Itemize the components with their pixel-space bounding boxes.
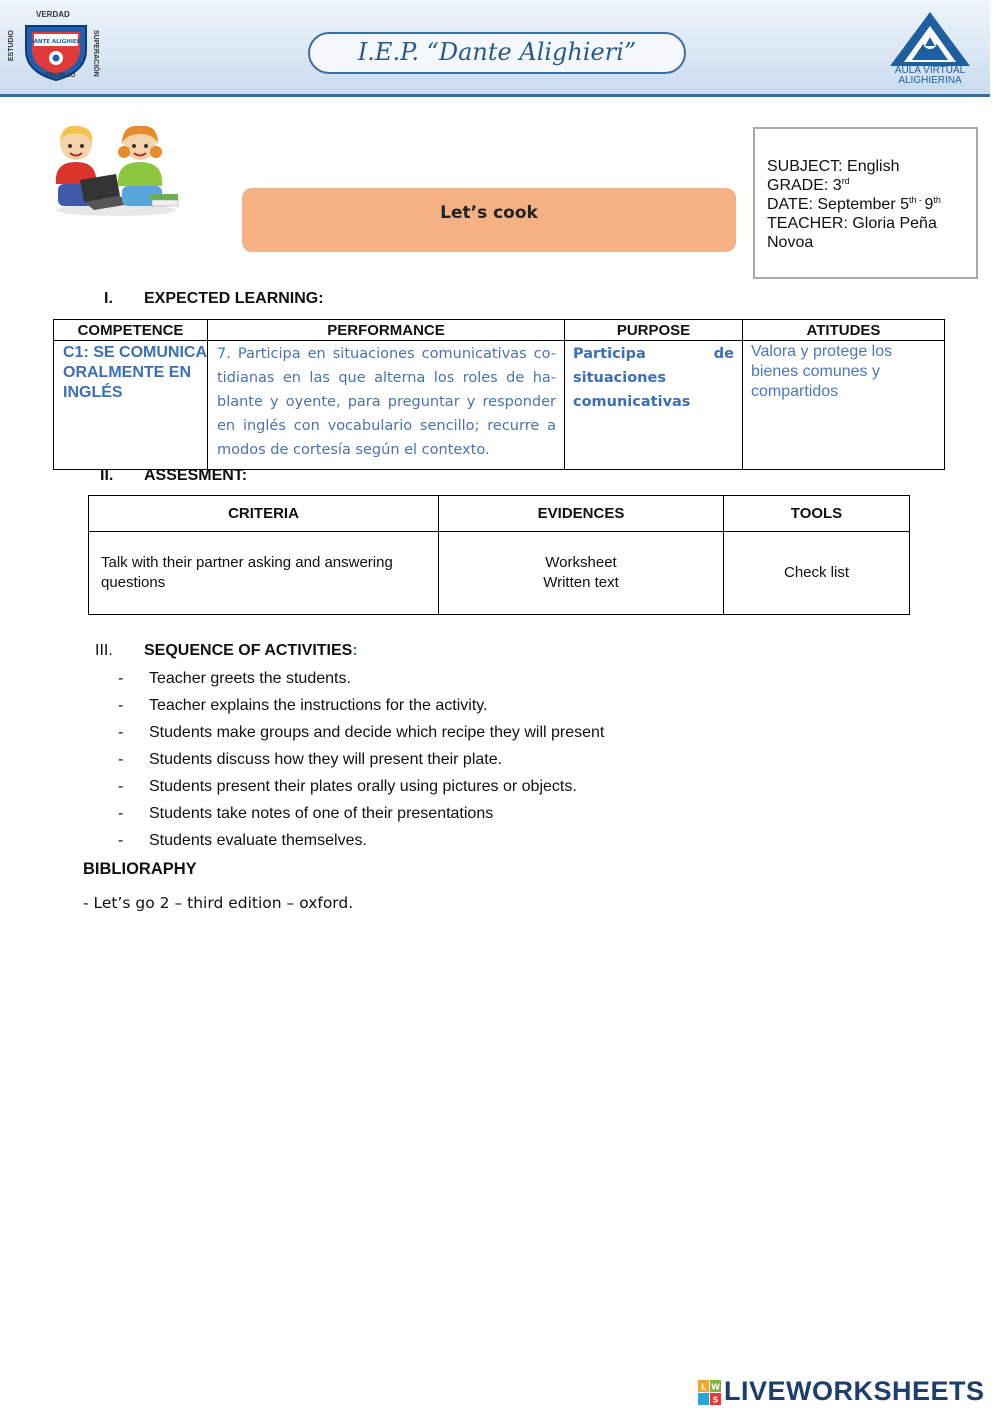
activity-text: Teacher greets the students. [149, 670, 351, 687]
header-attitudes: ATITUDES [743, 320, 945, 341]
header-performance: PERFORMANCE [208, 320, 565, 341]
bullet: - [118, 751, 124, 768]
grade-superscript: rd [841, 176, 850, 186]
logo-letter-s: S [712, 1395, 719, 1405]
aula-virtual-logo-icon [886, 10, 974, 68]
tools-cell: Check list [724, 532, 910, 615]
aula-virtual-text [878, 66, 982, 86]
aula-line-2: ALIGHIERINA [898, 75, 962, 86]
list-item [118, 695, 604, 722]
crest-city: TRUJILLO [46, 73, 76, 79]
date-end: 9 [924, 196, 934, 213]
crest-motto-right: SUPERACIÓN [92, 30, 99, 77]
bullet: - [118, 832, 124, 849]
lesson-title: Let’s cook [242, 188, 736, 252]
bullet: - [118, 670, 124, 687]
section-title: EXPECTED LEARNING: [144, 290, 324, 307]
section-expected-learning [104, 290, 324, 308]
activity-text: Teacher explains the instructions for the activity. [149, 697, 488, 714]
learning-table [53, 319, 945, 470]
table-header-row [54, 320, 945, 341]
bibliography-entry: - Let’s go 2 – third edition – oxford. [83, 894, 354, 912]
crest-motto-left: ESTUDIO [8, 30, 15, 62]
crest-inner-text: DANTE ALIGHIERI [29, 39, 83, 45]
section-number: II. [100, 467, 114, 484]
assessment-table [88, 495, 910, 615]
logo-letter-w: W [711, 1382, 720, 1392]
header-tools: TOOLS [724, 496, 910, 532]
section-number: I. [104, 290, 113, 307]
grade-text: GRADE: 3 [767, 177, 842, 194]
header-competence: COMPETENCE [54, 320, 208, 341]
list-item [118, 830, 604, 857]
bullet: - [118, 778, 124, 795]
activity-text: Students evaluate themselves. [149, 832, 367, 849]
criteria-cell: Talk with their partner asking and answering questions [89, 532, 439, 615]
section-title: SEQUENCE OF ACTIVITIES [144, 642, 353, 659]
header-purpose: PURPOSE [565, 320, 743, 341]
bullet: - [118, 805, 124, 822]
table-row [89, 532, 910, 615]
date-line [767, 195, 966, 214]
purpose-cell: Participa de situaciones comunicativas [565, 341, 743, 470]
evidence-item: Written text [543, 574, 619, 591]
table-header-row [89, 496, 910, 532]
attitudes-cell: Valora y protege los bienes comunes y compartidos [743, 341, 945, 470]
crest-motto-top: VERDAD [36, 10, 70, 19]
school-name: I.E.P. “Dante Alighieri” [308, 32, 686, 74]
list-item [118, 749, 604, 776]
aula-line-1: AULA VIRTUAL [894, 65, 966, 76]
header-criteria: CRITERIA [89, 496, 439, 532]
section-assessment [100, 467, 247, 485]
list-item [118, 803, 604, 830]
activities-list [118, 668, 604, 857]
date-superscript-2: th [933, 195, 941, 205]
section-number: III. [95, 642, 113, 659]
list-item [118, 722, 604, 749]
logo-letter-l: L [700, 1382, 707, 1392]
activity-text: Students make groups and decide which recipe they will present [149, 724, 605, 741]
bullet: - [118, 724, 124, 741]
competence-cell: C1: SE COMUNICA ORALMENTE EN INGLÉS [54, 341, 208, 470]
section-activities [95, 642, 358, 660]
bibliography-title: BIBLIORAPHY [83, 860, 197, 878]
table-row [54, 341, 945, 470]
teacher-line: TEACHER: Gloria Peña Novoa [767, 215, 937, 251]
list-item [118, 776, 604, 803]
grade-line [767, 176, 966, 195]
activity-text: Students discuss how they will present their plate. [149, 751, 503, 768]
activity-text: Students take notes of one of their presentations [149, 805, 494, 822]
evidences-cell [439, 532, 724, 615]
bullet: - [118, 697, 124, 714]
subject-line: SUBJECT: English [767, 158, 900, 175]
evidence-item: Worksheet [545, 554, 617, 571]
section-colon: : [352, 642, 358, 659]
activity-text: Students present their plates orally using pictures or objects. [149, 778, 577, 795]
date-text: DATE: September 5 [767, 196, 909, 213]
liveworksheets-logo-icon [698, 1380, 722, 1406]
kids-laptop-illustration-icon [50, 122, 182, 218]
section-title: ASSESMENT: [144, 467, 248, 484]
list-item [118, 668, 604, 695]
performance-cell: 7. Participa en situaciones comunicativas co-tidianas en las que alterna los roles de ha-blante y oyente, para preguntar y responder en inglés con vocabulario sencillo; recurre a modos de cortesía según el contexto. [208, 341, 565, 470]
header-evidences: EVIDENCES [439, 496, 724, 532]
header-divider [0, 94, 990, 97]
liveworksheets-brand[interactable]: LIVEWORKSHEETS [724, 1376, 985, 1406]
date-superscript-1: th - [908, 195, 925, 205]
lesson-info-box [753, 127, 978, 279]
